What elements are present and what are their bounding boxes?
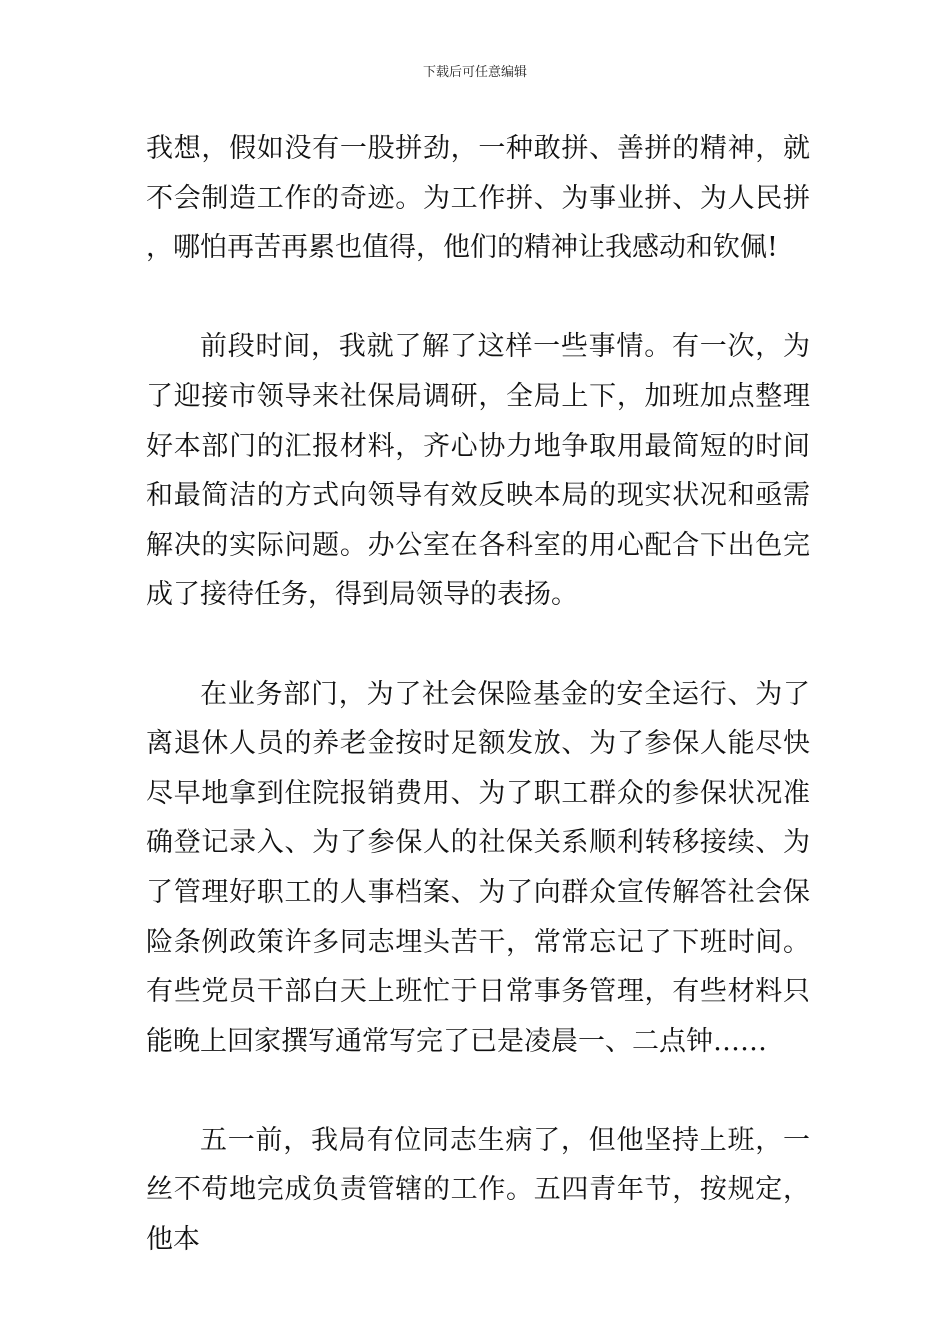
paragraph-2: 前段时间，我就了解了这样一些事情。有一次，为了迎接市领导来社保局调研，全局上下，加班加点整理好本部门的汇报材料，齐心协力地争取用最简短的时间和最简洁的方式向领导有效反映本局的现实状况和亟需解决的实际问题。办公室在各科室的用心配合下出色完成了接待任务，得到局领导的表扬。 bbox=[146, 331, 810, 611]
paragraph-4: 五一前，我局有位同志生病了，但他坚持上班，一丝不苟地完成负责管辖的工作。五四青年节，按规定，他本 bbox=[146, 1124, 810, 1256]
page-header-note: 下载后可任意编辑 bbox=[422, 65, 527, 80]
paragraph-3: 在业务部门，为了社会保险基金的安全运行、为了离退休人员的养老金按时足额发放、为了参保人能尽快尽早地拿到住院报销费用、为了职工群众的参保状况准确登记录入、为了参保人的社保关系顺利转移接续、为了管理好职工的人事档案、为了向群众宣传解答社会保险条例政策许多同志埋头苦干，常常忘记了下班时间。有些党员干部白天上班忙于日常事务管理，有些材料只能晚上回家撰写通常写完了已是凌晨一、二点钟…… bbox=[146, 678, 810, 1057]
document-body bbox=[146, 124, 810, 1265]
paragraph-1: 我想，假如没有一股拼劲，一种敢拼、善拼的精神，就不会制造工作的奇迹。为工作拼、为事业拼、为人民拼，哪怕再苦再累也值得，他们的精神让我感动和钦佩! bbox=[146, 133, 810, 264]
